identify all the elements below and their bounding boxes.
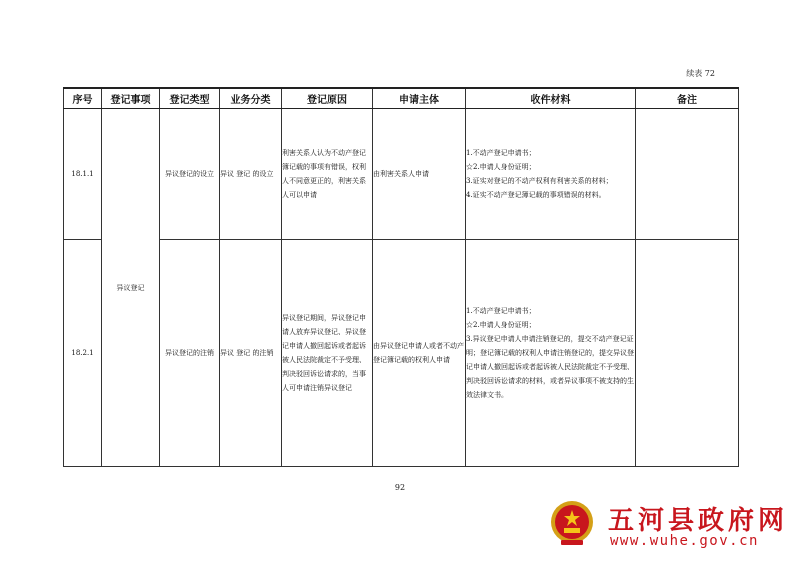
business-category: 异议 登记 的设立 xyxy=(220,109,282,240)
header-cell-item: 登记事项 xyxy=(102,88,160,109)
material-item: 1.不动产登记申请书； xyxy=(466,306,536,315)
table-row xyxy=(64,239,739,466)
registration-reason: 利害关系人认为不动产登记簿记载的事项有错误，权利人不同意更正的，利害关系人可以申请 xyxy=(282,109,373,240)
header-cell-no: 序号 xyxy=(64,88,102,109)
row-number: 18.1.1 xyxy=(64,109,102,240)
national-emblem-icon xyxy=(547,498,597,548)
header-cell-reason: 登记原因 xyxy=(282,88,373,109)
table-header-row xyxy=(64,88,739,109)
note-cell xyxy=(636,109,739,240)
material-item: ☆2.申请人身份证明； xyxy=(466,320,536,329)
note-cell xyxy=(636,239,739,466)
site-name: 五河县政府网 xyxy=(608,506,789,536)
header-cell-type: 登记类型 xyxy=(160,88,220,109)
table-row xyxy=(64,109,739,240)
applicant: 由利害关系人申请 xyxy=(373,109,466,240)
applicant: 由异议登记申请人或者不动产登记簿记载的权利人申请 xyxy=(373,239,466,466)
page-number: 92 xyxy=(394,483,406,492)
header-cell-note: 备注 xyxy=(636,88,739,109)
material-item: 4.证实不动产登记簿记载的事项错误的材料。 xyxy=(466,190,606,199)
header-cell-applicant: 申请主体 xyxy=(373,88,466,109)
registration-type: 异议登记的设立 xyxy=(160,109,220,240)
row-number: 18.2.1 xyxy=(64,239,102,466)
material-item: ☆2.申请人身份证明； xyxy=(466,162,536,171)
material-item: 1.不动产登记申请书； xyxy=(466,148,536,157)
material-item: 3.异议登记申请人申请注销登记的，提交不动产登记证明；登记簿记载的权利人申请注销登记的，提交异议登记申请人撤回起诉或者起诉被人民法院裁定不予受理、判决驳回诉讼请求的材料，或者异议事项不被支持的生效法律文书。 xyxy=(466,334,634,399)
site-url: www.wuhe.gov.cn xyxy=(610,533,759,549)
registration-item: 异议登记 xyxy=(102,109,160,467)
header-cell-materials: 收件材料 xyxy=(466,88,636,109)
material-item: 3.证实对登记的不动产权利有利害关系的材料； xyxy=(466,176,613,185)
registration-type: 异议登记的注销 xyxy=(160,239,220,466)
materials-list xyxy=(466,109,636,240)
materials-list xyxy=(466,239,636,466)
header-cell-category: 业务分类 xyxy=(220,88,282,109)
registration-table xyxy=(63,87,739,467)
business-category: 异议 登记 的注销 xyxy=(220,239,282,466)
continued-table-label: 续表 72 xyxy=(686,69,715,78)
registration-reason: 异议登记期间，异议登记申请人放弃异议登记、异议登记申请人撤回起诉或者起诉被人民法院裁定不予受理、判决驳回诉讼请求的，当事人可申请注销异议登记 xyxy=(282,239,373,466)
